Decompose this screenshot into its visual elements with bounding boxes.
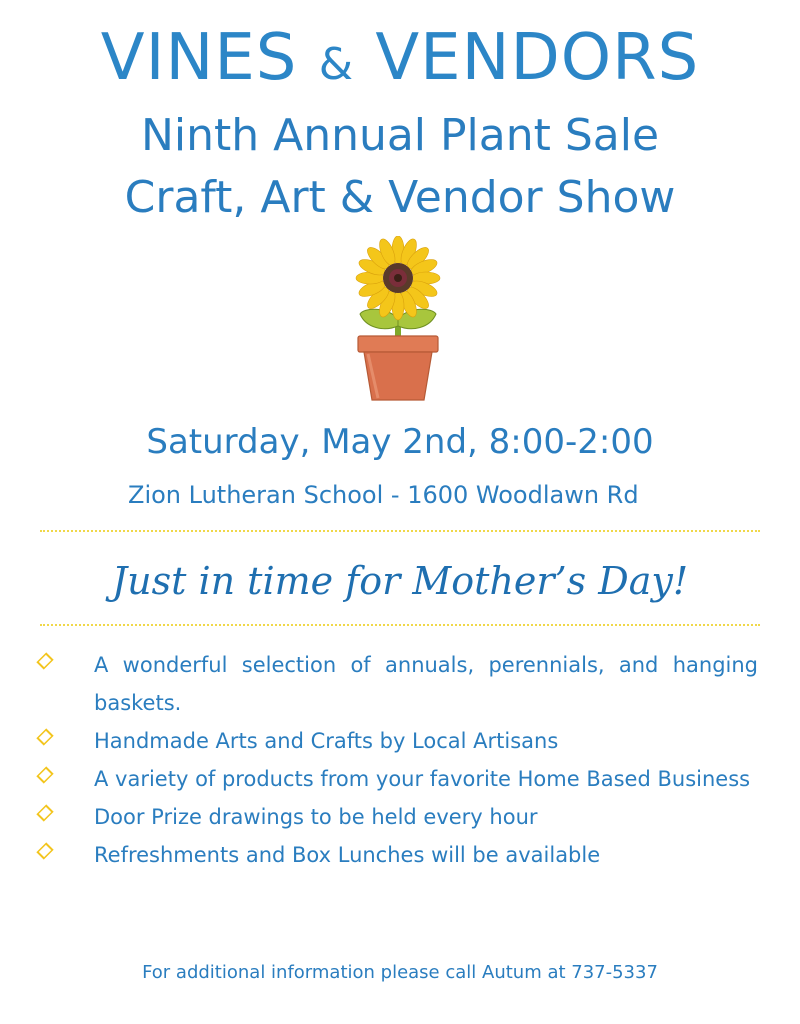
list-item: Handmade Arts and Crafts by Local Artisans <box>38 722 758 760</box>
subtitle-line-2: Craft, Art & Vendor Show <box>124 172 676 223</box>
diamond-bullet-icon <box>36 842 53 859</box>
title-part-vines: VINES <box>100 21 319 95</box>
list-item: A wonderful selection of annuals, perennials, and hanging baskets. <box>38 646 758 722</box>
subtitle-line-1: Ninth Annual Plant Sale <box>140 110 660 161</box>
tagline: Just in time for Mother’s Day! <box>111 559 689 603</box>
diamond-bullet-icon <box>36 804 53 821</box>
divider-bottom <box>40 624 760 628</box>
diamond-bullet-icon <box>36 728 53 745</box>
feature-list <box>38 646 758 874</box>
title-part-vendors: VENDORS <box>354 21 700 95</box>
list-item: Refreshments and Box Lunches will be available <box>38 836 758 874</box>
event-date-time: Saturday, May 2nd, 8:00-2:00 <box>146 422 654 462</box>
title-ampersand: & <box>318 39 355 90</box>
event-venue: Zion Lutheran School - 1600 Woodlawn Rd <box>128 481 639 509</box>
potted-sunflower-illustration <box>348 236 448 406</box>
diamond-bullet-icon <box>36 652 53 669</box>
contact-footer: For additional information please call Autum at 737-5337 <box>142 962 658 983</box>
sunflower-icon <box>348 236 448 406</box>
list-item: A variety of products from your favorite Home Based Business <box>38 760 758 798</box>
list-item: Door Prize drawings to be held every hour <box>38 798 758 836</box>
divider-top <box>40 530 760 534</box>
diamond-bullet-icon <box>36 766 53 783</box>
flyer-title <box>0 18 800 105</box>
